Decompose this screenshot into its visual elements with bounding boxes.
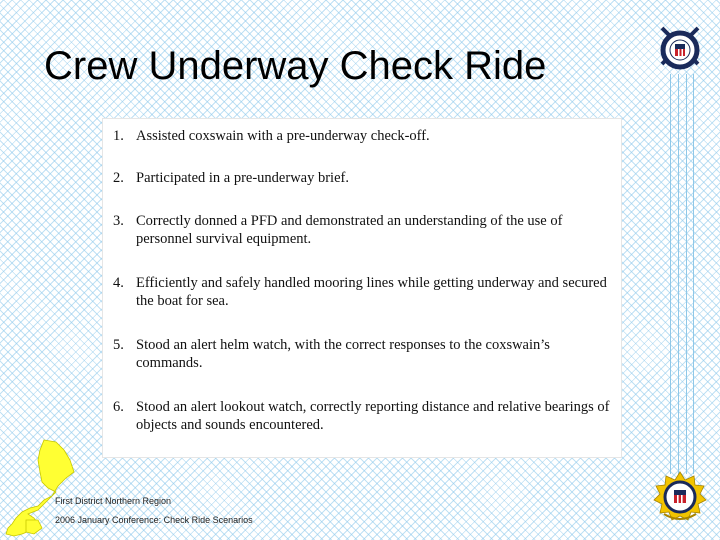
footer-region: First District Northern Region (55, 496, 172, 506)
auxiliary-seal-icon (652, 470, 708, 524)
decorative-vertical-lines (668, 74, 694, 474)
footer-conference: 2006 January Conference: Check Ride Scenarios (55, 515, 253, 525)
checklist-document: 1. Assisted coxswain with a pre-underway check-off. 2. Participated in a pre-underway brief. 3. Correctly donned a PFD and demonstrated an understanding of the use of personnel survival equipment. 4. Efficiently and safely handled mooring lines while getting underway and secured the boat for sea. 5. Stood an alert helm watch, with the correct responses to the coxswain’s commands. 6. Stood an alert lookout watch, correctly reporting distance and relative bearings of objects and sounds encountered. (102, 118, 622, 458)
slide-title: Crew Underway Check Ride (44, 44, 547, 88)
coast-guard-seal-icon (656, 24, 704, 76)
